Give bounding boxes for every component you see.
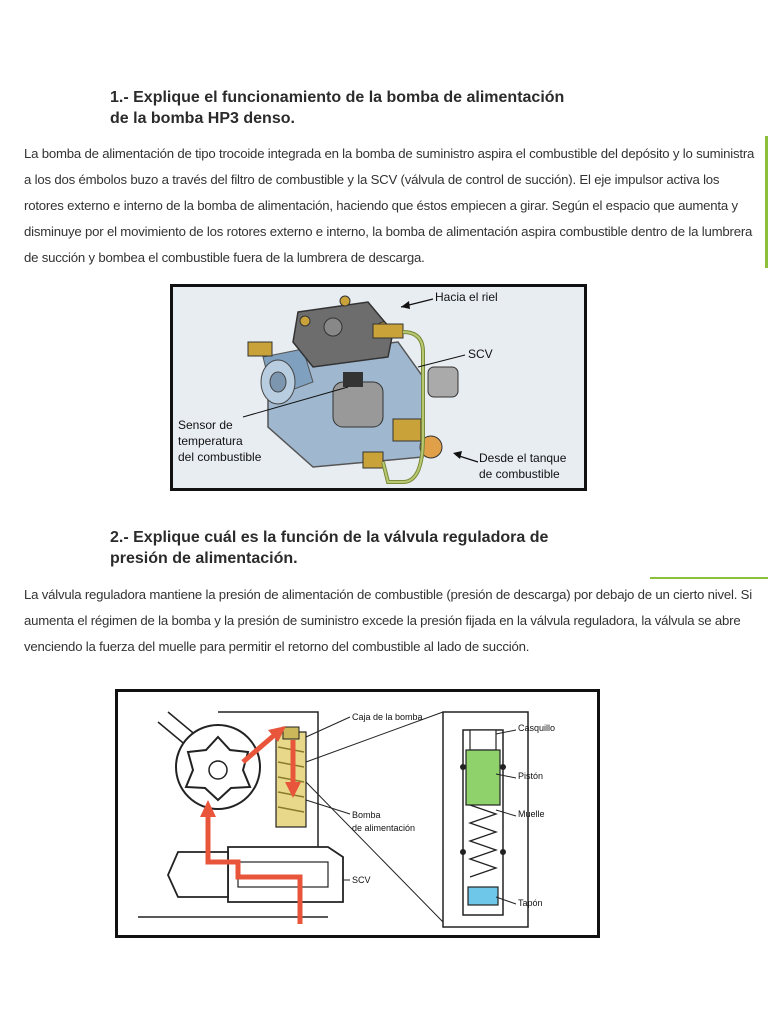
accent-bar-2 bbox=[650, 577, 768, 579]
label-casquillo: Casquillo bbox=[518, 723, 556, 733]
label-tanque-line1: Desde el tanque bbox=[479, 451, 567, 465]
label-sensor-line1: Sensor de bbox=[178, 418, 233, 432]
label-caja-bomba: Caja de la bomba bbox=[352, 712, 423, 722]
supply-pump-figure bbox=[170, 284, 587, 491]
regulating-valve-figure bbox=[115, 689, 600, 938]
label-tanque-line2: de combustible bbox=[479, 467, 560, 481]
question-1-title-line1: 1.- Explique el funcionamiento de la bomba de alimentación bbox=[110, 89, 565, 106]
label-muelle: Muelle bbox=[518, 809, 545, 819]
label-hacia-riel: Hacia el riel bbox=[435, 290, 498, 304]
label-piston: Pistón bbox=[518, 771, 544, 781]
label-bomba-line2: de alimentación bbox=[352, 823, 416, 833]
question-2-title-line2: presión de alimentación. bbox=[110, 550, 298, 567]
answer-2-text: La válvula reguladora mantiene la presión de alimentación de combustible (presión de descarga) por debajo de un cierto nivel. Si aumenta el régimen de la bomba y la presión de suministro excede la presión fijada en la válvula reguladora, la válvula se abre venciendo la fuerza del muelle para permitir el retorno del combustible al lado de succión. bbox=[24, 587, 753, 654]
label-scv: SCV bbox=[468, 347, 493, 361]
label-sensor-line3: del combustible bbox=[178, 450, 262, 464]
question-2-title-line1: 2.- Explique cuál es la función de la válvula reguladora de bbox=[110, 529, 549, 546]
question-1-title bbox=[110, 87, 670, 129]
label-tapon: Tapón bbox=[518, 898, 543, 908]
question-2-title bbox=[110, 527, 670, 569]
label-sensor-line2: temperatura bbox=[178, 434, 243, 448]
question-1-title-line2: de la bomba HP3 denso. bbox=[110, 110, 295, 127]
answer-1-text: La bomba de alimentación de tipo trocoide integrada en la bomba de suministro aspira el combustible del depósito y lo suministra a los dos émbolos buzo a través del filtro de combustible y la SCV (válvula de control de succión). El eje impulsor activa los rotores externo e interno de la bomba de alimentación, haciendo que éstos empiecen a girar. Según el espacio que aumenta y disminuye por el movimiento de los rotores externo e interno, la bomba de alimentación aspira combustible dentro de la lumbrera de succión y bombea el combustible fuera de la lumbrera de descarga. bbox=[24, 146, 755, 265]
label-scv-2: SCV bbox=[352, 875, 371, 885]
label-bomba-line1: Bomba bbox=[352, 810, 381, 820]
